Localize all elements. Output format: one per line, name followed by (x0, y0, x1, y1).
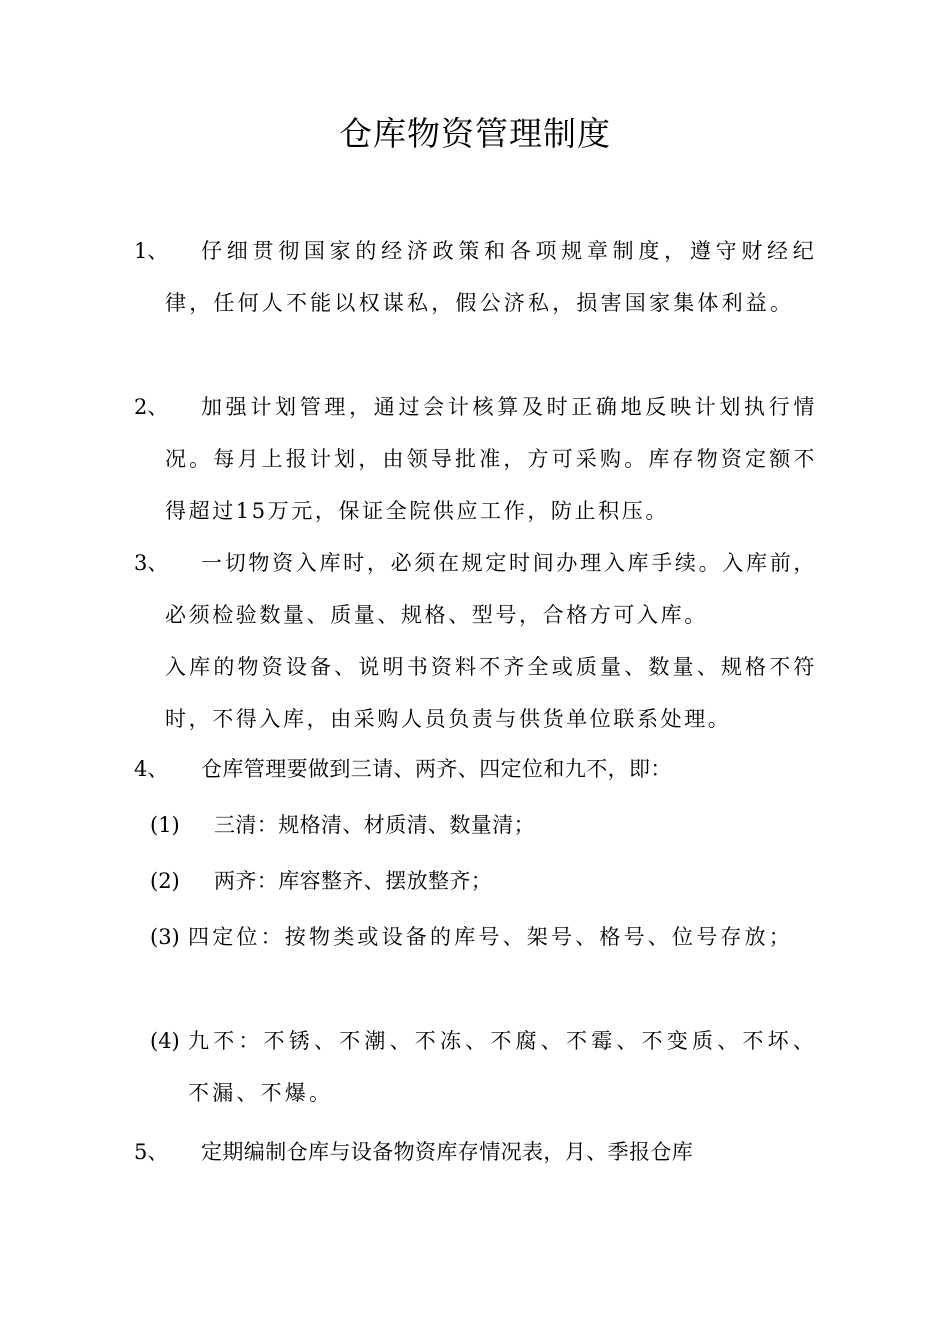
item-text: 定期编制仓库与设备物资库存情况表，月、季报仓库 (201, 1140, 694, 1164)
item-number: 5、 (134, 1140, 169, 1164)
sub-item-text: 两齐：库容整齐、摆放整齐； (214, 869, 493, 893)
item-text-continued: 入库的物资设备、说明书资料不齐全或质量、数量、规格不符时，不得入库，由采购人员负责与供货单位联系处理。 (165, 655, 817, 731)
sub-item-number: (4) (150, 1029, 180, 1053)
item-text: 加强计划管理，通过会计核算及时正确地反映计划执行情况。每月上报计划，由领导批准，方可采购。库存物资定额不得超过15万元，保证全院供应工作，防止积压。 (165, 395, 817, 523)
item-number: 3、 (134, 551, 169, 575)
item-text: 仓库管理要做到三请、两齐、四定位和九不，即： (201, 757, 672, 781)
sub-item-number: (1) (150, 813, 180, 837)
sub-item-number: (2) (150, 869, 180, 893)
item-number: 4、 (134, 757, 169, 781)
sub-item-text: 九不：不锈、不潮、不冻、不腐、不霉、不变质、不坏、不漏、不爆。 (188, 1029, 817, 1105)
item-text: 一切物资入库时，必须在规定时间办理入库手续。入库前，必须检验数量、质量、规格、型号，合格方可入库。 (165, 551, 817, 627)
sub-item-number: (3) (150, 925, 180, 949)
document-title: 仓库物资管理制度 (339, 114, 611, 153)
item-number: 1、 (134, 239, 169, 263)
item-text: 仔细贯彻国家的经济政策和各项规章制度，遵守财经纪律，任何人不能以权谋私，假公济私，损害国家集体利益。 (165, 239, 817, 315)
item-number: 2、 (134, 395, 169, 419)
sub-item-text: 四定位：按物类或设备的库号、架号、格号、位号存放； (188, 925, 793, 949)
sub-item-text: 三清：规格清、材质清、数量清； (214, 813, 535, 837)
